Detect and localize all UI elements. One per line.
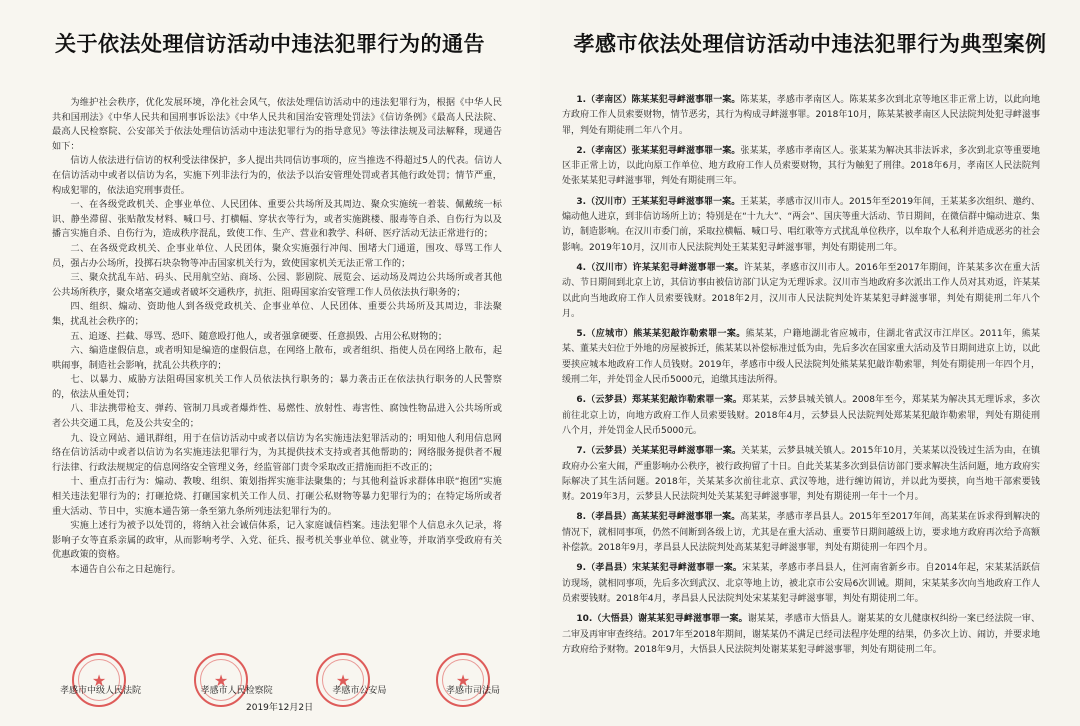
case-item [562,93,1040,139]
case-text: 宋某某，孝感市孝昌县人，住河南省新乡市。自2014年起，宋某某活跃信访现场，就相同事项，先后多次到武汉、北京等地上访，被北京市公安局6次训诫。期间，宋某某多次向当地政府工作人员索要钱财。2018年4月，孝昌县人民法院判处宋某某犯寻衅滋事罪，判处有期徒刑二年。 [562,563,1041,604]
justice-bureau-seal-icon: ★ [436,653,490,707]
case-heading: 2.（孝南区）张某某犯寻衅滋事罪一案。 [576,145,741,156]
cases-body [562,93,1040,663]
case-item [562,444,1040,505]
case-heading: 6.（云梦县）郑某某犯敲诈勒索罪一案。 [576,395,743,406]
notice-paragraph: 七、以暴力、威胁方法阻碍国家机关工作人员依法执行职务的；暴力袭击正在依法执行职务的人民警察的，依法从重处罚； [52,374,502,400]
signer-row [60,683,500,696]
notice-paragraph: 二、在各级党政机关、企事业单位、人民团体，聚众实施强行冲闯、围堵大门通道，围攻、辱骂工作人员，强占办公场所，投掷石块杂物等冲击国家机关行为，致使国家机关无法正常工作的； [52,242,502,269]
case-item [562,144,1040,190]
notice-date: 2019年12月2日 [246,703,314,713]
case-item [562,393,1040,439]
case-heading: 4.（汉川市）许某某犯寻衅滋事罪一案。 [576,262,744,273]
notice-paragraph: 十、重点打击行为：煽动、教唆、组织、策划指挥实施非法聚集的；与其他利益诉求群体串联“抱团”实施相关违法犯罪行为的；打砸抢烧、打砸国家机关工作人员、打砸公私财物等暴力犯罪行为的；在特定场所或者重大活动、节日中，实施本通告第一条至第九条所列违法犯罪行为的。 [52,476,502,517]
signer-justice-bureau: 孝感市司法局 [445,686,500,696]
notice-paragraph: 八、非法携带枪支、弹药、管制刀具或者爆炸性、易燃性、放射性、毒害性、腐蚀性物品进入公共场所或者公共交通工具，危及公共安全的； [52,403,502,430]
notice-paragraph: 六、编造虚假信息，或者明知是编造的虚假信息，在网络上散布，或者组织、指使人员在网络上散布，起哄闹事，制造社会影响，扰乱公共秩序的； [52,345,502,371]
case-text: 陈某某，孝感市孝南区人。陈某某多次到北京等地区非正常上访，以此向地方政府工作人员索要财物，情节恶劣，其行为构成寻衅滋事罪。2018年10月，陈某某被孝南区人民法院判处犯寻衅滋事罪，判处有期徒刑二年八个月。 [562,95,1040,136]
police-seal-icon: ★ [316,653,370,707]
case-heading: 9.（孝昌县）宋某某犯寻衅滋事罪一案。 [576,563,743,574]
case-text: 关某某，云梦县城关镇人。2015年10月，关某某以没钱过生活为由，在镇政府办公室大闹，严重影响办公秩序，被行政拘留了十日。自此关某某多次到县信访部门要求解决生活问题，地方政府实际解决了其生活问题。2018年，关某某多次前往北京、武汉等地，进行缠访闹访，并以此为要挟，向当地干部索要钱财。2019年3月，云梦县人民法院判处关某某犯寻衅滋事罪，判处有期徒刑一年十一个月。 [562,446,1041,503]
cases-title: 孝感市依法处理信访活动中违法犯罪行为典型案例 [573,31,1047,56]
notice-paragraph: 四、组织、煽动、资助他人到各级党政机关、企事业单位、人民团体、重要公共场所及其周边，非法聚集，扰乱社会秩序的； [52,301,502,327]
notice-paragraph: 五、追逐、拦截、辱骂、恐吓、随意殴打他人，或者强拿硬要、任意损毁、占用公私财物的； [70,330,448,342]
notice-title: 关于依法处理信访活动中违法犯罪行为的通告 [55,31,485,56]
case-item [562,327,1040,388]
case-text: 张某某，孝感市孝南区人。张某某为解决其非法诉求，多次到北京等重要地区非正常上访，以此向原工作单位、地方政府工作人员索要财物，其行为触犯了刑律。2018年6月，孝南区人民法院判处张某某犯寻衅滋事罪，判处有期徒刑三年。 [562,145,1040,187]
case-item [562,195,1040,256]
notice-paragraph: 本通告自公布之日起施行。 [70,564,181,575]
case-text: 高某某，孝感市孝昌县人。2015年至2017年间，高某某在诉求得到解决的情况下，就相同事项，仍然不间断到各级上访，尤其是在重大活动、重要节日期间越级上访，要求地方政府再次给予高额补偿款。2018年9月，孝昌县人民法院判处高某某犯寻衅滋事罪，判处有期徒刑一年四个月。 [562,512,1040,554]
signer-police: 孝感市公安局 [332,686,387,696]
notice-paragraph: 一、在各级党政机关、企事业单位、人民团体、重要公共场所及其周边、聚众实施统一着装、佩戴统一标识、静坐滞留、张贴散发材料、喊口号、打横幅、穿状衣等行为，或者实施跳楼、服毒等自杀、自伤行为以及播言实施自杀、自伤行为，造成秩序混乱，致使工作、生产、营业和教学、科研、医疗活动无法正常进行的； [52,199,502,240]
cases-page [540,0,1080,726]
case-text: 熊某某，户籍地湖北省应城市，住湖北省武汉市江岸区。2011年，熊某某、董某夫妇位于外地的房屋被拆迁，熊某某以补偿标准过低为由，先后多次在国家重大活动及节日期间进京上访，以此要挟应城本地政府工作人员钱财。2019年，孝感市中级人民法院判处熊某某犯敲诈勒索罪，判处有期徒刑一年四个月，缓刑二年，并处罚金人民币5000元，追缴其违法所得。 [562,329,1040,386]
case-text: 王某某，孝感市汉川市人。2015年至2019年间，王某某多次组织、邀约、煽动他人进京，到非信访场所上访；特别是在“十九大”、“两会”、国庆等重大活动、节日期间，在微信群中煽动进京、集访，制造影响。在汉川市委门前，采取拉横幅、喊口号、唱红歌等方式扰乱单位秩序，以牟取个人私利并造成恶劣的社会影响。2019年10月，汉川市人民法院判处王某某犯寻衅滋事罪，判处有期徒刑二年。 [562,196,1040,253]
court-seal-icon: ★ [72,653,126,707]
case-heading: 5.（应城市）熊某某犯敲诈勒索罪一案。 [576,329,746,340]
case-item [562,561,1040,607]
notice-body [52,96,502,578]
case-item [562,261,1040,322]
signer-court: 孝感市中级人民法院 [60,686,142,696]
case-text: 郑某某，云梦县城关镇人。2008年至今，郑某某为解决其无理诉求，多次前往北京上访，向地方政府工作人员索要钱财。2018年4月，云梦县人民法院判处郑某某犯敲诈勒索罪，判处有期徒刑八个月，并处罚金人民币5000元。 [562,395,1041,436]
case-heading: 1.（孝南区）陈某某犯寻衅滋事罪一案。 [576,95,741,105]
case-item [562,612,1040,658]
case-heading: 7.（云梦县）关某某犯寻衅滋事罪一案。 [576,446,742,457]
notice-paragraph: 为维护社会秩序，优化发展环境，净化社会风气，依法处理信访活动中的违法犯罪行为，根据《中华人民共和国刑法》《中华人民共和国刑事诉讼法》《中华人民共和国治安管理处罚法》《信访条例》《最高人民法院、最高人民检察院、公安部关于依法处理信访活动中违法犯罪行为的指导意见》等法律法规及司法解释，现通告如下： [52,97,502,152]
procuratorate-seal-icon: ★ [194,653,248,707]
notice-paragraph: 实施上述行为被予以处罚的，将纳入社会诚信体系，记入家庭诚信档案。违法犯罪个人信息永久记录，将影响子女等直系亲属的政审，从而影响考学、入党、征兵、报考机关事业单位、就业等，并取消享受政府有关优惠政策的资格。 [52,520,502,561]
case-heading: 10.（大悟县）谢某某犯寻衅滋事罪一案。 [576,614,748,625]
case-text: 许某某，孝感市汉川市人。2016年至2017年期间，许某某多次在重大活动、节日期间到北京上访，其信访事由被信访部门认定为无理诉求。汉川市当地政府多次派出工作人员对其劝返，许某某以此向当地政府工作人员索要钱财。2018年2月，汉川市人民法院判处许某某犯寻衅滋事罪，判处有期徒刑二年八个月。 [562,262,1040,319]
signer-procuratorate: 孝感市人民检察院 [200,686,273,696]
notice-paragraph: 三、聚众扰乱车站、码头、民用航空站、商场、公园、影剧院、展览会、运动场及周边公共场所或者其他公共场所秩序，聚众堵塞交通或者破坏交通秩序，抗拒、阻碍国家治安管理工作人员依法执行职务的； [52,272,502,298]
case-heading: 8.（孝昌县）高某某犯寻衅滋事罪一案。 [576,512,741,523]
notice-paragraph: 信访人依法进行信访的权利受法律保护，多人提出共同信访事项的，应当推选不得超过5人的代表。信访人在信访活动中或者以信访为名，实施下列非法行为的，依法予以治安管理处罚或者其他行政处罚；情节严重，构成犯罪的，依法追究刑事责任。 [52,155,502,196]
case-heading: 3.（汉川市）王某某犯寻衅滋事罪一案。 [576,196,741,207]
case-item [562,510,1040,556]
case-text: 谢某某，孝感市大悟县人。谢某某的女儿健康权纠纷一案已经法院一审、二审及再审审查终结。2017年至2018年期间，谢某某仍不满足已经司法程序处理的结果，仍多次上访、闹访，并要求地方政府给予财物。2018年9月，大悟县人民法院判处谢某某犯寻衅滋事罪，判处有期徒刑二年。 [562,614,1040,655]
notice-paragraph: 九、设立网站、通讯群组，用于在信访活动中或者以信访为名实施违法犯罪活动的；明知他人利用信息网络在信访活动中或者以信访为名实施违法犯罪行为，为其提供技术支持或者其他帮助的；网络服务提供者不履行法律、行政法规规定的信息网络安全管理义务，经监管部门责令采取改正措施而拒不改正的； [52,432,502,473]
